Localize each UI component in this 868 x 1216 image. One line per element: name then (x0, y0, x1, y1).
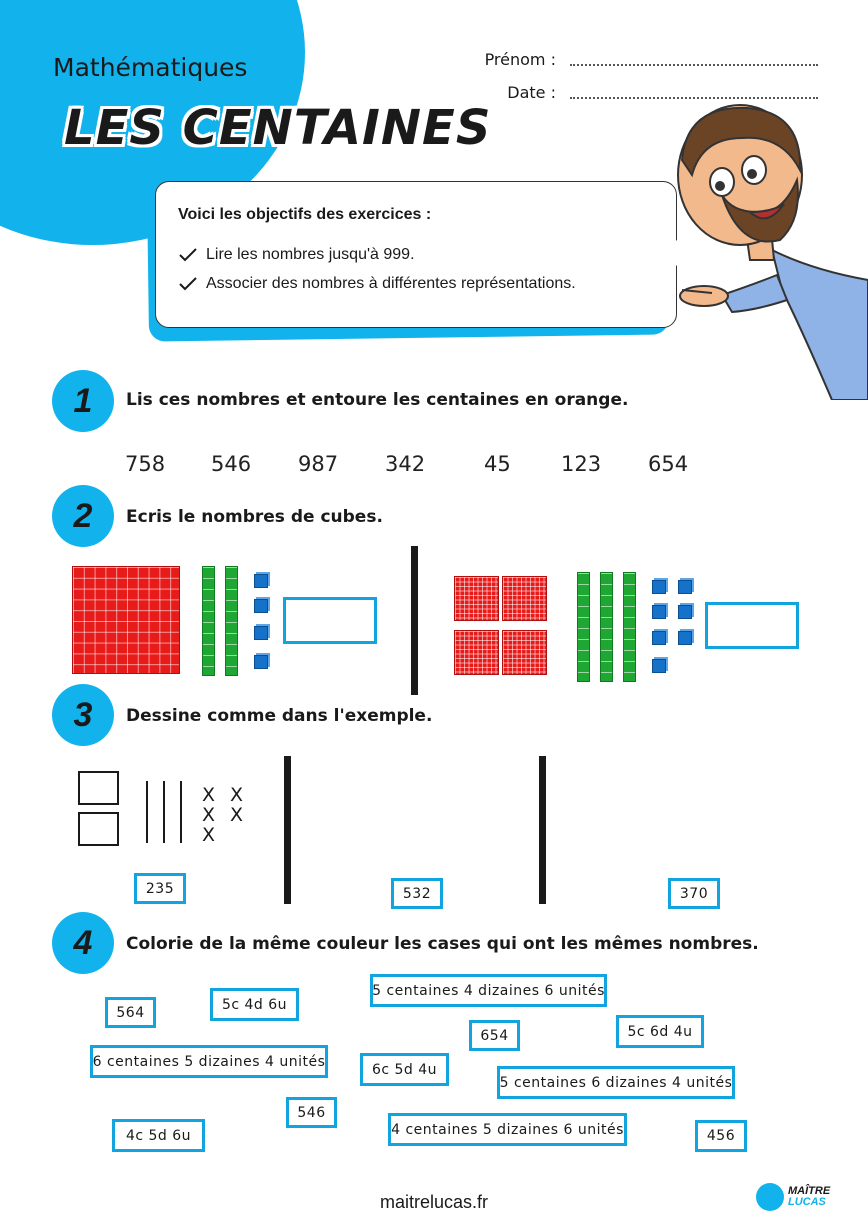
teacher-illustration (662, 100, 868, 400)
ten-rod (623, 572, 636, 682)
exercise-number-1: 1 (52, 370, 114, 432)
matching-tag[interactable]: 4c 5d 6u (112, 1119, 205, 1152)
ten-rod (225, 566, 238, 676)
matching-tag[interactable]: 654 (469, 1020, 520, 1051)
unit-cross-mark: X (202, 784, 216, 806)
unit-cube (678, 580, 692, 594)
reading-number[interactable]: 654 (648, 452, 689, 476)
unit-cube (652, 580, 666, 594)
objectives-bubble (155, 181, 677, 328)
matching-tag[interactable]: 5 centaines 6 dizaines 4 unités (497, 1066, 735, 1099)
brain-icon (756, 1183, 784, 1211)
hundred-plate (454, 630, 499, 675)
footer-site[interactable]: maitrelucas.fr (379, 1192, 489, 1212)
ten-rod (202, 566, 215, 676)
matching-tag[interactable]: 546 (286, 1097, 337, 1128)
unit-cross-mark: X (230, 804, 244, 826)
matching-tag[interactable]: 456 (695, 1120, 747, 1152)
matching-tag[interactable]: 5 centaines 4 dizaines 6 unités (370, 974, 607, 1007)
prenom-label: Prénom : (484, 50, 556, 69)
matching-tag[interactable]: 4 centaines 5 dizaines 6 unités (388, 1113, 627, 1146)
logo-top: MAÎTRE (788, 1185, 831, 1197)
matching-tag[interactable]: 5c 4d 6u (210, 988, 299, 1021)
hundred-plate (502, 630, 547, 675)
number-label: 370 (668, 878, 720, 909)
answer-box-1[interactable] (283, 597, 377, 644)
objective-item: Lire les nombres jusqu'à 999. (178, 246, 415, 264)
reading-number[interactable]: 342 (385, 452, 426, 476)
date-label: Date : (507, 83, 556, 102)
exercise-4-instruction: Colorie de la même couleur les cases qui ont les mêmes nombres. (126, 934, 759, 954)
separator-bar (411, 546, 418, 695)
exercise-number-3: 3 (52, 684, 114, 746)
answer-box-2[interactable] (705, 602, 799, 649)
hundred-square-mark (78, 812, 119, 846)
unit-cross-mark: X (230, 784, 244, 806)
hundred-plate (454, 576, 499, 621)
unit-cube (652, 605, 666, 619)
exercise-1-instruction: Lis ces nombres et entoure les centaines en orange. (126, 390, 629, 410)
hundred-plate (502, 576, 547, 621)
matching-tag[interactable]: 5c 6d 4u (616, 1015, 704, 1048)
number-label: 532 (391, 878, 443, 909)
unit-cube (254, 574, 268, 588)
reading-number[interactable]: 123 (561, 452, 602, 476)
unit-cube (652, 631, 666, 645)
logo-bottom: LUCAS (788, 1196, 826, 1208)
reading-number[interactable]: 546 (211, 452, 252, 476)
hundred-plate (72, 566, 180, 674)
page-title: LES CENTAINES (64, 100, 492, 156)
reading-number[interactable]: 758 (125, 452, 166, 476)
maitre-lucas-logo (756, 1183, 830, 1211)
subject-label: Mathématiques (53, 53, 248, 82)
ten-stick-mark (146, 781, 148, 843)
exercise-2-instruction: Ecris le nombres de cubes. (126, 507, 383, 527)
ten-stick-mark (163, 781, 165, 843)
ten-rod (577, 572, 590, 682)
exercise-number-4: 4 (52, 912, 114, 974)
reading-number[interactable]: 45 (484, 452, 511, 476)
unit-cube (254, 626, 268, 640)
number-label: 235 (134, 873, 186, 904)
unit-cross-mark: X (202, 804, 216, 826)
ten-rod (600, 572, 613, 682)
unit-cube (652, 659, 666, 673)
separator-bar (284, 756, 291, 904)
unit-cube (254, 655, 268, 669)
hundred-square-mark (78, 771, 119, 805)
matching-tag[interactable]: 564 (105, 997, 156, 1028)
unit-cube (678, 631, 692, 645)
check-icon (178, 276, 198, 292)
objective-item: Associer des nombres à différentes représentations. (178, 275, 576, 293)
unit-cube (678, 605, 692, 619)
objectives-heading: Voici les objectifs des exercices : (178, 206, 432, 223)
matching-tag[interactable]: 6 centaines 5 dizaines 4 unités (90, 1045, 328, 1078)
date-dots[interactable] (570, 97, 818, 99)
matching-tag[interactable]: 6c 5d 4u (360, 1053, 449, 1086)
unit-cube (254, 599, 268, 613)
exercise-3-instruction: Dessine comme dans l'exemple. (126, 706, 433, 726)
unit-cross-mark: X (202, 824, 216, 846)
prenom-dots[interactable] (570, 64, 818, 66)
separator-bar (539, 756, 546, 904)
exercise-number-2: 2 (52, 485, 114, 547)
reading-number[interactable]: 987 (298, 452, 339, 476)
ten-stick-mark (180, 781, 182, 843)
check-icon (178, 247, 198, 263)
